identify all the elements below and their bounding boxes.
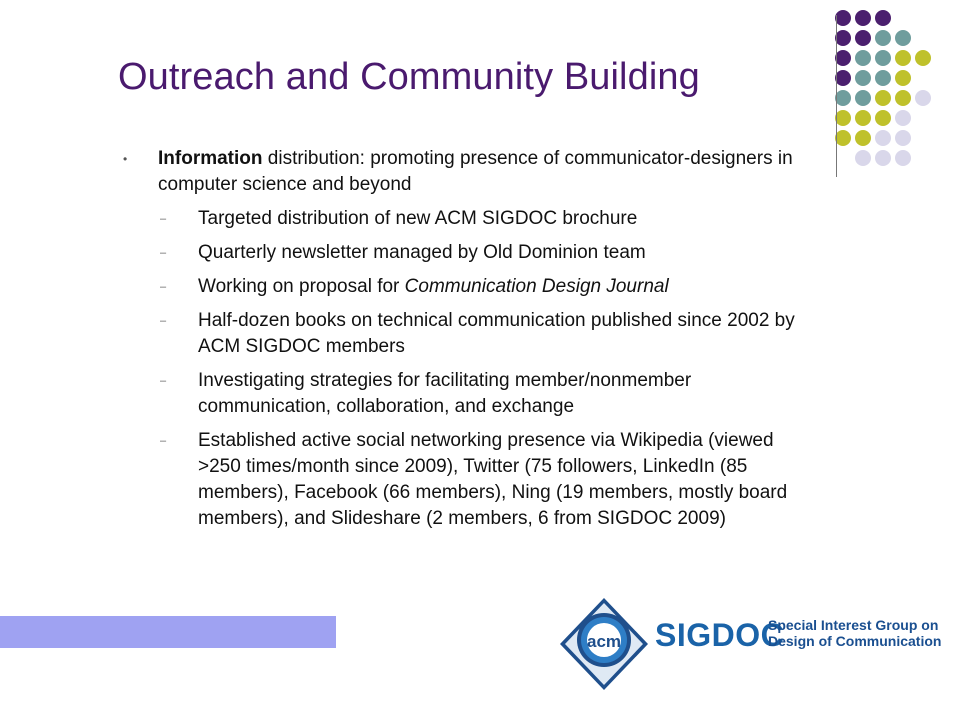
- decor-dot: [875, 110, 891, 126]
- sub-bullet-text: Working on proposal for: [198, 276, 405, 297]
- decor-dot: [915, 90, 931, 106]
- decor-dot: [835, 90, 851, 106]
- dash-icon: –: [160, 247, 167, 259]
- dash-icon: –: [160, 435, 167, 447]
- decor-dot: [855, 50, 871, 66]
- acm-logo: [556, 596, 652, 696]
- decor-dot: [835, 30, 851, 46]
- slide-content: [120, 146, 810, 532]
- decor-dot: [875, 150, 891, 166]
- decor-dot: [855, 130, 871, 146]
- sigdoc-wordmark: SIGDOC: [655, 617, 785, 653]
- sub-bullet-text: Quarterly newsletter managed by Old Dominion team: [198, 242, 646, 263]
- decor-dot: [835, 110, 851, 126]
- decor-dot: [915, 50, 931, 66]
- decor-dot: [835, 50, 851, 66]
- decor-dot: [895, 110, 911, 126]
- decor-dot: [895, 50, 911, 66]
- decor-dot: [835, 130, 851, 146]
- sub-bullet-item: [120, 368, 810, 420]
- decor-dot: [835, 70, 851, 86]
- decor-dot: [895, 30, 911, 46]
- decor-dot: [875, 30, 891, 46]
- decor-dot: [895, 70, 911, 86]
- main-bullet-bold-lead: Information: [158, 148, 263, 169]
- decor-dot: [855, 30, 871, 46]
- sigdoc-tagline-line1: Special Interest Group on: [768, 617, 939, 633]
- decor-dot: [855, 150, 871, 166]
- dash-icon: –: [160, 281, 167, 293]
- dash-icon: –: [160, 375, 167, 387]
- decor-dot: [855, 110, 871, 126]
- dash-icon: –: [160, 213, 167, 225]
- slide-title: Outreach and Community Building: [118, 56, 700, 98]
- decor-dot: [855, 10, 871, 26]
- decor-dot: [875, 50, 891, 66]
- decor-dot: [875, 10, 891, 26]
- sub-bullet-item: [120, 428, 810, 532]
- decor-dot: [855, 70, 871, 86]
- sub-bullet-list: [120, 206, 810, 532]
- sub-bullet-item: [120, 206, 810, 232]
- sub-bullet-text: Communication Design Journal: [404, 276, 669, 297]
- sub-bullet-text: Half-dozen books on technical communication published since 2002 by ACM SIGDOC members: [198, 310, 795, 357]
- decor-dot: [835, 10, 851, 26]
- sigdoc-tagline: [768, 617, 941, 649]
- accent-bar: [0, 616, 336, 648]
- main-bullet: [120, 146, 810, 198]
- sub-bullet-item: [120, 274, 810, 300]
- sub-bullet-text: Targeted distribution of new ACM SIGDOC brochure: [198, 208, 638, 229]
- sub-bullet-text: Established active social networking presence via Wikipedia (viewed >250 times/month since 2009), Twitter (75 followers, LinkedIn (85 members), Facebook (66 members), Ning (19 members, mostly board members), and Slideshare (2 members, 6 from SIGDOC 2009): [198, 430, 788, 529]
- decor-dot: [855, 90, 871, 106]
- sub-bullet-text: Investigating strategies for facilitating member/nonmember communication, collaboration, and exchange: [198, 370, 692, 417]
- decor-dot: [895, 150, 911, 166]
- sub-bullet-item: [120, 240, 810, 266]
- decor-dot: [895, 90, 911, 106]
- decor-dot: [875, 130, 891, 146]
- dash-icon: –: [160, 315, 167, 327]
- vertical-divider: [836, 15, 837, 177]
- acm-logo-text: acm: [586, 632, 622, 651]
- decor-dot: [895, 130, 911, 146]
- sigdoc-tagline-line2: Design of Communication: [768, 633, 942, 649]
- sub-bullet-item: [120, 308, 810, 360]
- decor-dot: [875, 90, 891, 106]
- bullet-icon: •: [123, 152, 128, 166]
- decor-dot: [875, 70, 891, 86]
- main-bullet-text: distribution: promoting presence of communicator-designers in computer science and beyond: [158, 148, 793, 195]
